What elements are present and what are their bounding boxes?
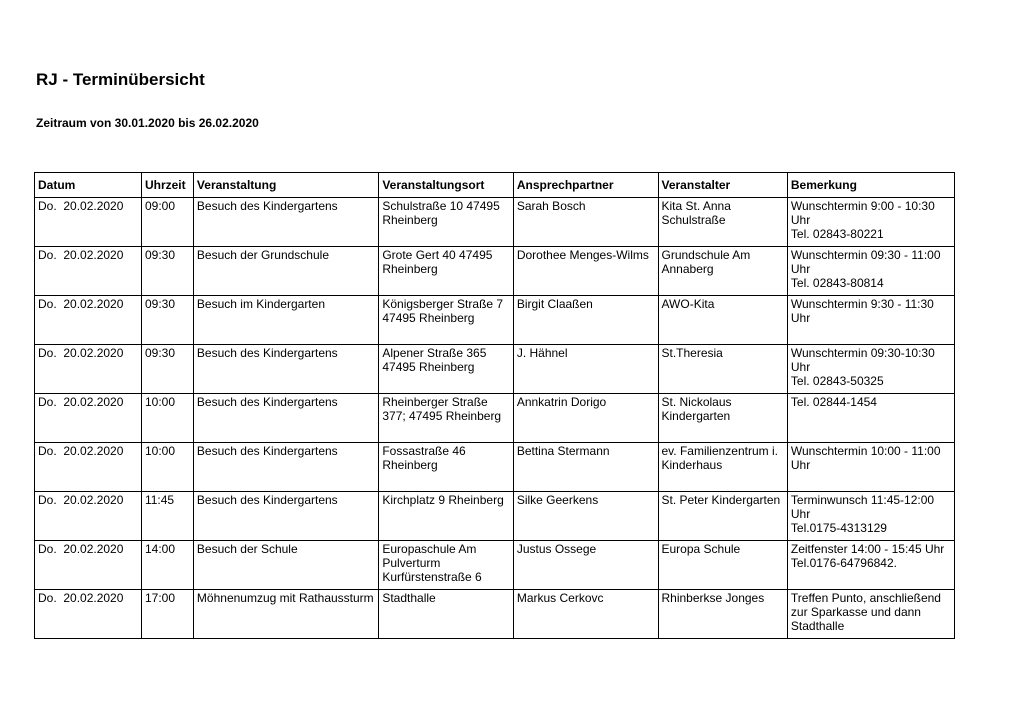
cell-location: Königsberger Straße 7 47495 Rheinberg [379,296,513,345]
cell-time: 14:00 [141,541,193,590]
cell-location: Rheinberger Straße 377; 47495 Rheinberg [379,394,513,443]
cell-organizer: Grundschule Am Annaberg [658,247,787,296]
cell-location: Alpener Straße 365 47495 Rheinberg [379,345,513,394]
cell-contact: J. Hähnel [513,345,658,394]
cell-event: Besuch des Kindergartens [193,443,378,492]
cell-event: Besuch des Kindergartens [193,198,378,247]
appointments-table [34,172,955,639]
table-row [35,443,955,492]
cell-date: Do. 20.02.2020 [35,247,142,296]
cell-organizer: Rhinberkse Jonges [658,590,787,639]
cell-time: 10:00 [141,443,193,492]
cell-contact: Sarah Bosch [513,198,658,247]
cell-remark: Wunschtermin 10:00 - 11:00 Uhr [787,443,954,492]
cell-location: Kirchplatz 9 Rheinberg [379,492,513,541]
cell-organizer: ev. Familienzentrum i. Kinderhaus [658,443,787,492]
cell-date: Do. 20.02.2020 [35,345,142,394]
table-row [35,590,955,639]
cell-event: Besuch des Kindergartens [193,492,378,541]
cell-event: Besuch der Grundschule [193,247,378,296]
cell-remark: Tel. 02844-1454 [787,394,954,443]
cell-time: 09:30 [141,296,193,345]
cell-date: Do. 20.02.2020 [35,296,142,345]
cell-remark: Wunschtermin 09:30 - 11:00 Uhr Tel. 02843-80814 [787,247,954,296]
cell-remark: Wunschtermin 9:30 - 11:30 Uhr [787,296,954,345]
cell-contact: Bettina Stermann [513,443,658,492]
cell-remark: Wunschtermin 09:30-10:30 Uhr Tel. 02843-50325 [787,345,954,394]
cell-time: 17:00 [141,590,193,639]
table-row [35,541,955,590]
cell-remark: Terminwunsch 11:45-12:00 Uhr Tel.0175-4313129 [787,492,954,541]
cell-date: Do. 20.02.2020 [35,198,142,247]
cell-organizer: Kita St. Anna Schulstraße [658,198,787,247]
cell-contact: Silke Geerkens [513,492,658,541]
cell-date: Do. 20.02.2020 [35,443,142,492]
column-header-remark: Bemerkung [787,173,954,198]
cell-event: Besuch des Kindergartens [193,394,378,443]
cell-remark: Zeitfenster 14:00 - 15:45 Uhr Tel.0176-64796842. [787,541,954,590]
cell-contact: Annkatrin Dorigo [513,394,658,443]
cell-contact: Birgit Claaßen [513,296,658,345]
cell-location: Fossastraße 46 Rheinberg [379,443,513,492]
column-header-contact: Ansprechpartner [513,173,658,198]
column-header-location: Veranstaltungsort [379,173,513,198]
column-header-event: Veranstaltung [193,173,378,198]
cell-organizer: St.Theresia [658,345,787,394]
table-row [35,247,955,296]
cell-contact: Justus Ossege [513,541,658,590]
cell-date: Do. 20.02.2020 [35,590,142,639]
cell-event: Möhnenumzug mit Rathaussturm [193,590,378,639]
cell-organizer: St. Nickolaus Kindergarten [658,394,787,443]
cell-event: Besuch der Schule [193,541,378,590]
period-subtitle: Zeitraum von 30.01.2020 bis 26.02.2020 [36,116,259,130]
cell-location: Schulstraße 10 47495 Rheinberg [379,198,513,247]
cell-organizer: Europa Schule [658,541,787,590]
cell-location: Europaschule Am Pulverturm Kurfürstenstraße 6 [379,541,513,590]
cell-organizer: St. Peter Kindergarten [658,492,787,541]
cell-time: 09:30 [141,345,193,394]
cell-date: Do. 20.02.2020 [35,541,142,590]
cell-location: Stadthalle [379,590,513,639]
cell-contact: Dorothee Menges-Wilms [513,247,658,296]
cell-time: 09:30 [141,247,193,296]
cell-event: Besuch des Kindergartens [193,345,378,394]
table-row [35,394,955,443]
cell-organizer: AWO-Kita [658,296,787,345]
cell-contact: Markus Cerkovc [513,590,658,639]
table-row [35,198,955,247]
cell-location: Grote Gert 40 47495 Rheinberg [379,247,513,296]
cell-remark: Treffen Punto, anschließend zur Sparkasse und dann Stadthalle [787,590,954,639]
table-row [35,492,955,541]
table-row [35,345,955,394]
column-header-date: Datum [35,173,142,198]
page-title: RJ - Terminübersicht [36,70,205,89]
cell-time: 11:45 [141,492,193,541]
cell-time: 10:00 [141,394,193,443]
table-row [35,296,955,345]
cell-event: Besuch im Kindergarten [193,296,378,345]
table-header-row [35,173,955,198]
cell-time: 09:00 [141,198,193,247]
column-header-time: Uhrzeit [141,173,193,198]
cell-date: Do. 20.02.2020 [35,394,142,443]
cell-remark: Wunschtermin 9:00 - 10:30 Uhr Tel. 02843-80221 [787,198,954,247]
cell-date: Do. 20.02.2020 [35,492,142,541]
column-header-organizer: Veranstalter [658,173,787,198]
